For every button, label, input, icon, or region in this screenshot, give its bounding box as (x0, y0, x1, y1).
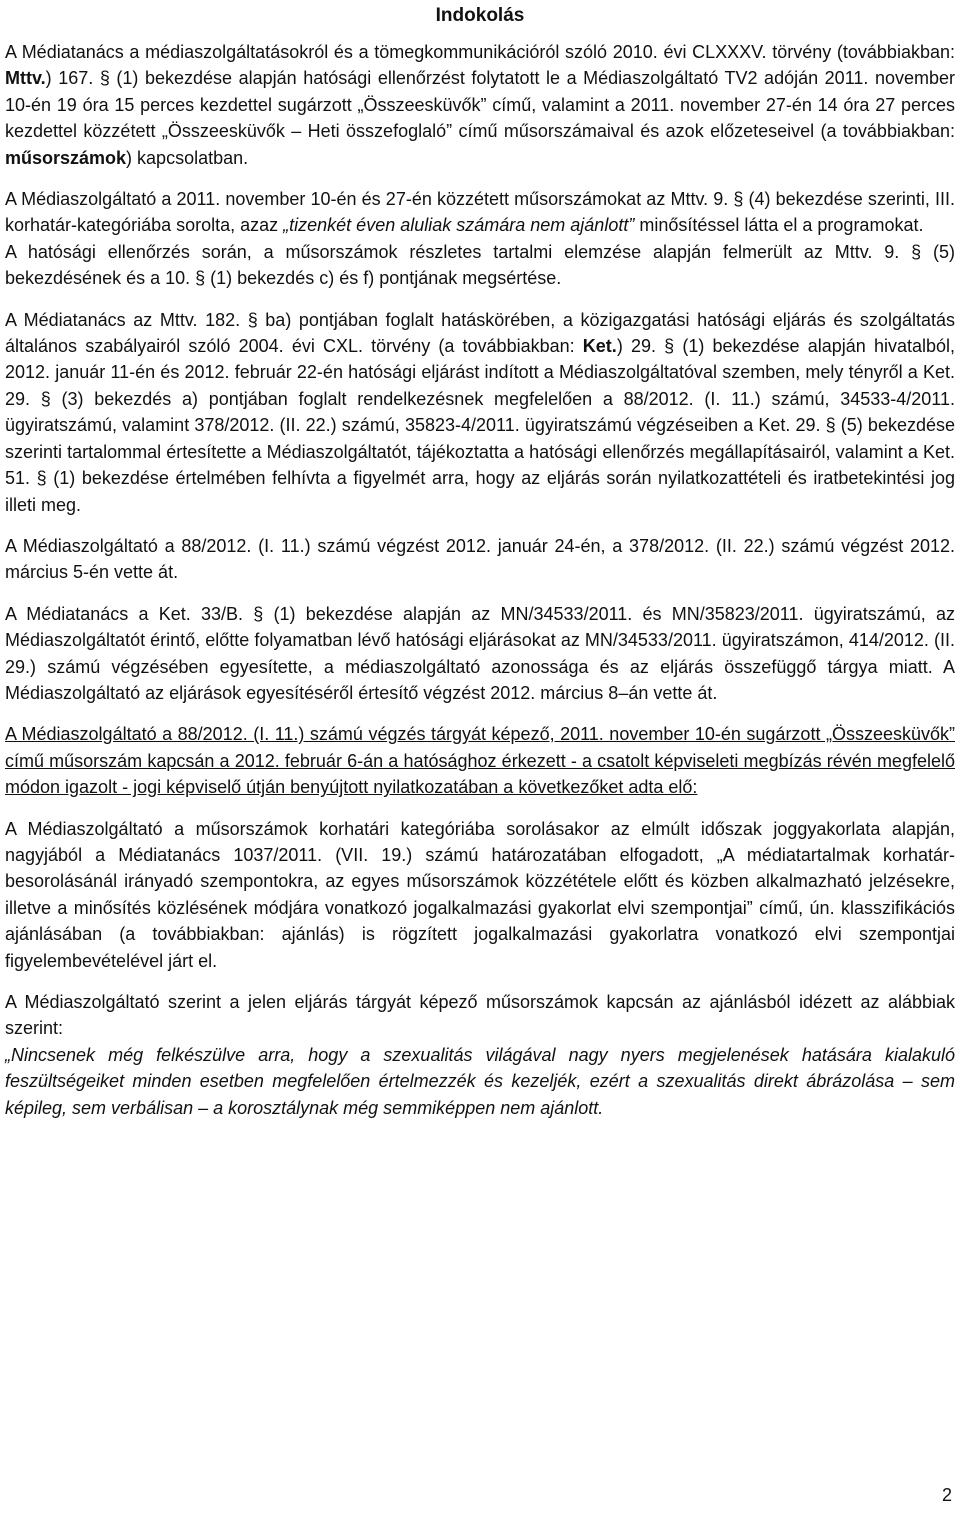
document-page (5, 0, 955, 1121)
paragraph-4 (5, 307, 955, 518)
page-number: 2 (941, 1485, 952, 1505)
paragraph-3: A hatósági ellenőrzés során, a műsorszámok részletes tartalmi elemzése alapján felmerült az Mttv. 9. § (5) bekezdésének és a 10. § (1) bekezdés c) és f) pontjának megsértése. (5, 241, 955, 289)
paragraph-5: A Médiaszolgáltató a 88/2012. (I. 11.) számú végzést 2012. január 24-én, a 378/2012. (II. 22.) számú végzést 2012. március 5-én vette át. (5, 535, 955, 583)
p4-bold-ket: Ket. (582, 336, 617, 357)
paragraph-6: A Médiatanács a Ket. 33/B. § (1) bekezdése alapján az MN/34533/2011. és MN/35823/2011. ügyiratszámú, az Médiaszolgáltatót érintő, előtte folyamatban lévő hatósági eljárásokat az MN/34533/2011. ügyiratszámon, 414/2012. (II. 29.) számú végzésében egyesítette, a médiaszolgáltató azonossága és az eljárás összefüggő tárgya miatt. A Médiaszolgáltató az eljárások egyesítéséről értesítő végzést 2012. március 8–án vette át. (5, 603, 955, 703)
p1-text-a: A Médiatanács a médiaszolgáltatásokról és a tömegkommunikációról szóló 2010. évi CLXXXV. törvény (továbbiakban: (5, 42, 955, 62)
quoted-recommendation: „Nincsenek még felkészülve arra, hogy a szexualitás világával nagy nyers megjelenések hatására kialakuló feszültségeiket minden esetben megfelelően értelmezzék és kezeljék, ezért a szexualitás direkt ábrázolása – sem képileg, sem verbálisan – a korosztálynak még semmiképpen nem ajánlott. (5, 1044, 955, 1118)
paragraph-7-underlined: A Médiaszolgáltató a 88/2012. (I. 11.) számú végzés tárgyát képező, 2011. november 10-én sugárzott „Összeesküvők” című műsorszám kapcsán a 2012. február 6-án a hatósághoz érkezett - a csatolt képviseleti megbízás révén megfelelő módon igazolt - jogi képviselő útján benyújtott nyilatkozatában a következőket adta elő: (5, 724, 955, 798)
paragraph-1 (5, 39, 955, 171)
paragraph-2 (5, 186, 955, 239)
p4-text-b: ) 29. § (1) bekezdése alapján hivatalból, 2012. január 11-én és 2012. február 22-én hatósági eljárást indított a Médiaszolgáltatóval szemben, mely tényről a Ket. 29. § (3) bekezdés a) pontjában foglalt rendelkezésnek megfelelően a 88/2012. (I. 11.) számú, 34533-4/2011. ügyiratszámú, valamint 378/2012. (II. 22.) számú, 35823-4/2011. ügyiratszámú végzéseiben a Ket. 29. § (5) bekezdése szerinti tartalommal értesítette a Médiaszolgáltatót, tájékoztatta a hatósági ellenőrzés megállapításairól, valamint a Ket. 51. § (1) bekezdése értelmében felhívta a figyelmét arra, hogy az eljárás során nyilatkozattételi és iratbetekintési jog illeti meg. (5, 336, 955, 515)
p1-bold-musorszamok: műsorszámok (5, 147, 127, 168)
page-title: Indokolás (435, 5, 525, 26)
p2-text-b: minősítéssel látta el a programokat. (634, 215, 924, 236)
p4-text-a: A Médiatanács az Mttv. 182. § ba) pontjában foglalt hatáskörében, a közigazgatási hatósági eljárás és szolgáltatás általános szabályairól szóló 2004. évi CXL. törvény (a továbbiakban: (5, 309, 955, 357)
p1-bold-mttv: Mttv. (5, 68, 46, 89)
p1-text-c: ) kapcsolatban. (126, 147, 249, 168)
p1-text-b: ) 167. § (1) bekezdése alapján hatósági ellenőrzést folytatott le a Médiaszolgáltató TV2 adóján 2011. november 10-én 19 óra 15 perces kezdettel sugárzott „Összeesküvők” című, valamint a 2011. november 27-én 14 óra 27 perces kezdettel közzétett „Összeesküvők – Heti összefoglaló” című műsorszámaival és azok előzeteseivel (a továbbiakban: (5, 68, 955, 142)
p2-text-a: A Médiaszolgáltató a 2011. november 10-én és 27-én közzétett műsorszámokat az Mttv. 9. § (4) bekezdése szerinti, III. korhatár-kategóriába sorolta, azaz (5, 189, 955, 236)
p2-italic-rating: „tizenkét éven aluliak számára nem ajánlott” (283, 215, 635, 236)
paragraph-9: A Médiaszolgáltató szerint a jelen eljárás tárgyát képező műsorszámok kapcsán az ajánlásból idézett az alábbiak szerint: (5, 992, 955, 1039)
paragraph-8: A Médiaszolgáltató a műsorszámok korhatári kategóriába sorolásakor az elmúlt időszak joggyakorlata alapján, nagyjából a Médiatanács 1037/2011. (VII. 19.) számú határozatában elfogadott, „A médiatartalmak korhatár-besorolásánál irányadó szempontokra, az egyes műsorszámok közzététele előtt és közben alkalmazható jelzésekre, illetve a minősítés közlésének módjára vonatkozó jogalkalmazási gyakorlat elvi szempontjai” című, ún. klasszifikációs ajánlásában (a továbbiakban: ajánlás) is rögzített jogalkalmazási gyakorlatra vonatkozó elvi szempontjai figyelembevételével járt el. (5, 818, 955, 971)
